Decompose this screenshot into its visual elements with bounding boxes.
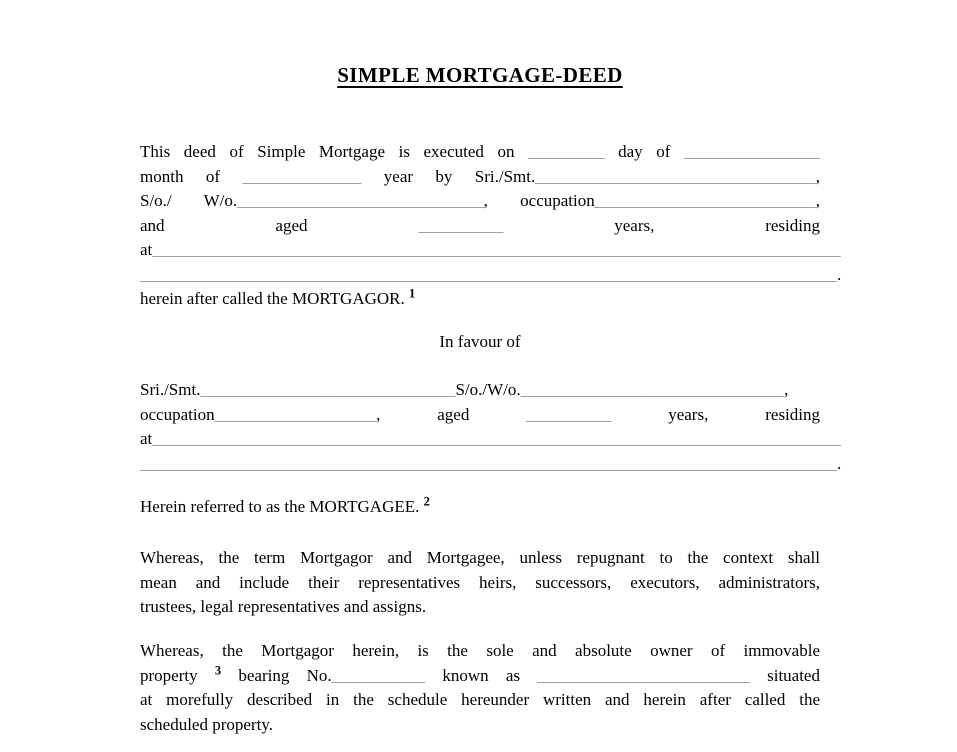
text-run: Sri./Smt. <box>140 380 201 399</box>
text-run: herein after called the MORTGAGOR. <box>140 289 410 308</box>
text-run: known as <box>425 665 538 685</box>
blank-field-mortgagee-parent: _______________________________ <box>520 380 785 399</box>
text-run: . <box>837 264 842 284</box>
text-run: year by Sri./Smt. <box>361 166 536 186</box>
text-run: S/o./W/o. <box>455 380 521 399</box>
blank-field-mortgagor-name: _________________________________ <box>535 166 816 186</box>
text-run: month of <box>140 166 243 186</box>
text-run: , occupation <box>483 191 595 210</box>
blank-field-mortgagee-address: _________________________________________________________________________________ <box>152 429 841 448</box>
blank-field-property-name: _________________________ <box>537 665 750 685</box>
text-run: years, residing <box>611 404 821 424</box>
para1-line5 <box>140 238 841 263</box>
para3-line3: trustees, legal representatives and assigns. <box>140 597 427 616</box>
footnote-ref-2: 2 <box>423 494 430 509</box>
text-run: at <box>140 240 153 259</box>
para4-line3: at morefully described in the schedule hereunder written and herein after called the <box>140 690 820 709</box>
para3-line2: mean and include their representatives heirs, successors, executors, administrators, <box>140 572 820 592</box>
text-run: Herein referred to as the MORTGAGEE. <box>140 497 424 516</box>
para1-line6 <box>140 263 842 288</box>
text-run: occupation <box>140 404 215 424</box>
blank-field-address: _________________________________________________________________________________ <box>152 240 841 259</box>
text-run: at <box>140 429 153 448</box>
text-run: S/o./ W/o. <box>140 191 238 210</box>
blank-field-month: ________________ <box>684 142 820 161</box>
blank-field-age: __________ <box>418 215 504 235</box>
text-run: bearing No. <box>221 665 332 685</box>
text-run: , <box>784 380 789 399</box>
para2-line4 <box>140 452 842 477</box>
document-title: SIMPLE MORTGAGE-DEED <box>337 63 623 87</box>
para4-line4: scheduled property. <box>140 714 273 734</box>
footnote-ref-1: 1 <box>409 286 416 301</box>
blank-field-property-no: ___________ <box>331 665 426 685</box>
text-run: , <box>815 166 821 186</box>
blank-field-day: _________ <box>528 142 605 161</box>
para2-line1 <box>140 378 820 403</box>
blank-field-year: ______________ <box>242 166 362 186</box>
blank-field-mortgagee-age: __________ <box>526 404 612 424</box>
mortgagee-reference-line <box>140 495 820 520</box>
text-run: and aged <box>140 215 419 235</box>
text-run: This deed of Simple Mortgage is executed on <box>140 142 529 161</box>
para1-line3 <box>140 189 820 214</box>
blank-field-mortgagee-address-continued: __________________________________________________________________________________ <box>140 453 837 473</box>
mortgagor-paragraph <box>140 140 842 312</box>
blank-field-mortgagee-occupation: ___________________ <box>214 404 377 424</box>
para2-line2 <box>140 403 820 428</box>
blank-field-address-continued: __________________________________________________________________________________ <box>140 264 837 284</box>
text-run: years, residing <box>503 215 820 235</box>
blank-field-parent-name: _____________________________ <box>237 191 484 210</box>
para3-line1: Whereas, the term Mortgagor and Mortgagee, unless repugnant to the context shall <box>140 548 820 567</box>
para1-line1 <box>140 140 820 165</box>
para2-line3 <box>140 427 841 452</box>
text-run: , aged <box>376 404 527 424</box>
in-favour-of-heading: In favour of <box>439 332 521 351</box>
para1-line7 <box>140 287 820 312</box>
whereas-property-paragraph <box>140 639 820 737</box>
blank-field-mortgagee-name: ______________________________ <box>200 380 456 399</box>
text-run: . <box>837 453 842 473</box>
text-run: situated <box>749 665 820 685</box>
footnote-ref-3: 3 <box>214 662 222 677</box>
whereas-terms-paragraph <box>140 546 820 620</box>
para4-line2 <box>140 664 820 689</box>
mortgagee-line <box>140 495 820 520</box>
text-run: day of <box>604 142 684 161</box>
para1-line4 <box>140 214 820 239</box>
mortgagee-paragraph <box>140 378 842 476</box>
blank-field-occupation: __________________________ <box>594 191 816 210</box>
text-run: property <box>140 665 215 685</box>
para1-line2 <box>140 165 820 190</box>
text-run: , <box>815 191 820 210</box>
para4-line1: Whereas, the Mortgagor herein, is the sole and absolute owner of immovable <box>140 641 820 660</box>
